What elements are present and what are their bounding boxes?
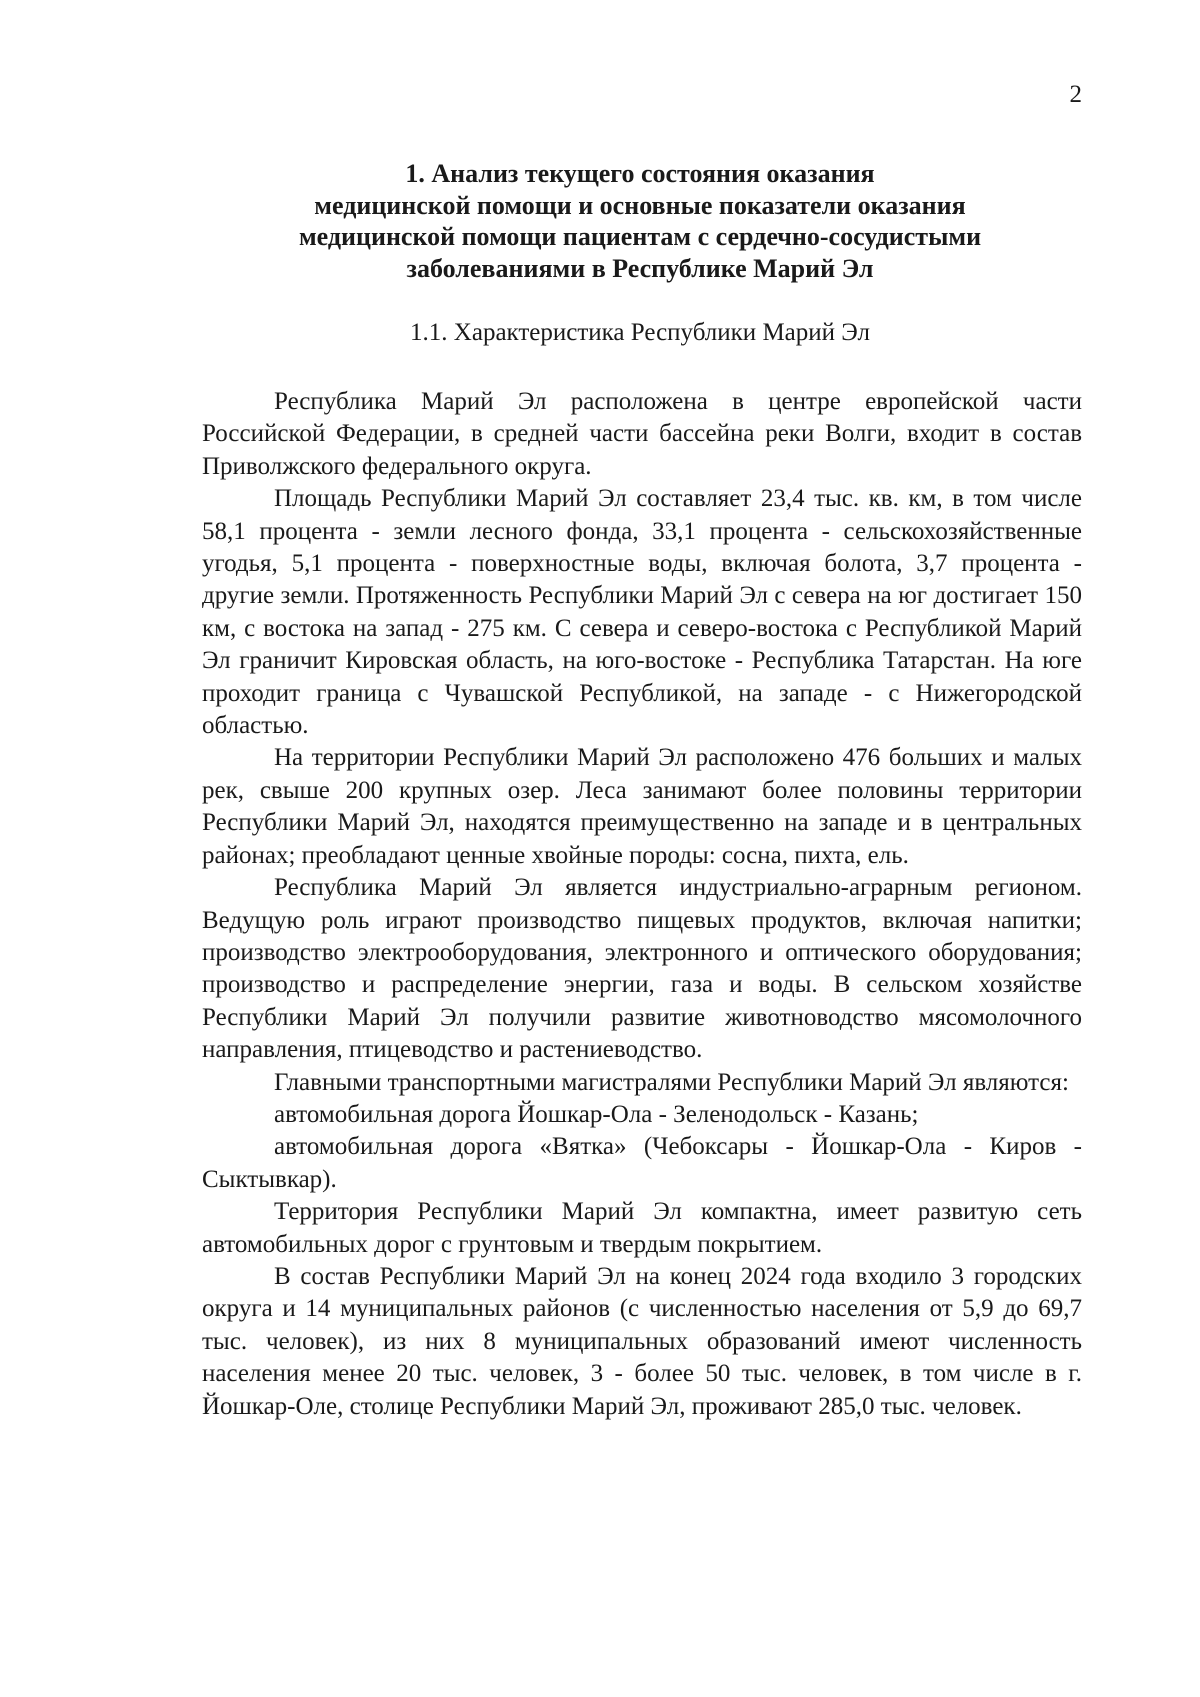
list-item-road: автомобильная дорога «Вятка» (Чебоксары - Йошкар-Ола - Киров - Сыктывкар). <box>202 1133 1082 1193</box>
subsection-title: 1.1. Характеристика Республики Марий Эл <box>410 319 870 346</box>
paragraph-rivers-forests: На территории Республики Марий Эл расположено 476 больших и малых рек, свыше 200 крупных озер. Леса занимают более половины территории Республики Марий Эл, находятся преимущественно на западе и в центральных районах; преобладают ценные хвойные породы: сосна, пихта, ель. <box>202 744 1082 869</box>
page-number: 2 <box>1069 81 1082 108</box>
section-title-line: заболеваниями в Республике Марий Эл <box>406 253 874 283</box>
section-title <box>200 158 1080 284</box>
list-item-road: автомобильная дорога Йошкар-Ола - Зеленодольск - Казань; <box>274 1100 919 1128</box>
paragraph-municipalities: В состав Республики Марий Эл на конец 2024 года входило 3 городских округа и 14 муниципальных районов (с численностью населения от 5,9 до 69,7 тыс. человек), из них 8 муниципальных образований имеют численность населения менее 20 тыс. человек, 3 - более 50 тыс. человек, в том числе в г. Йошкар-Оле, столице Республики Марий Эл, проживают 285,0 тыс. человек. <box>202 1262 1082 1420</box>
section-title-line: 1. Анализ текущего состояния оказания <box>405 159 875 188</box>
paragraph-economy: Республика Марий Эл является индустриально-аграрным регионом. Ведущую роль играют производство пищевых продуктов, включая напитки; производство электрооборудования, электронного и оптического оборудования; производство и распределение энергии, газа и воды. В сельском хозяйстве Республики Марий Эл получили развитие животноводство мясомолочного направления, птицеводство и растениеводство. <box>202 874 1082 1064</box>
paragraph-transport-intro: Главными транспортными магистралями Республики Марий Эл являются: <box>274 1068 1069 1096</box>
paragraph-area: Площадь Республики Марий Эл составляет 23,4 тыс. кв. км, в том числе 58,1 процента - земли лесного фонда, 33,1 процента - сельскохозяйственные угодья, 5,1 процента - поверхностные воды, включая болота, 3,7 процента - другие земли. Протяженность Республики Марий Эл с севера на юг достигает 150 км, с востока на запад - 275 км. С севера и северо-востока с Республикой Марий Эл граничит Кировская область, на юго-востоке - Республика Татарстан. На юге проходит граница с Чувашской Республикой, на западе - с Нижегородской областью. <box>202 485 1082 740</box>
paragraph-location: Республика Марий Эл расположена в центре европейской части Российской Федерации, в средней части бассейна реки Волги, входит в состав Приволжского федерального округа. <box>202 388 1082 480</box>
paragraph-road-network: Территория Республики Марий Эл компактна, имеет развитую сеть автомобильных дорог с грунтовым и твердым покрытием. <box>202 1198 1082 1258</box>
section-title-line: медицинской помощи пациентам с сердечно-сосудистыми <box>298 222 982 251</box>
body-text <box>202 386 1082 1423</box>
section-title-line: медицинской помощи и основные показатели оказания <box>314 190 966 220</box>
